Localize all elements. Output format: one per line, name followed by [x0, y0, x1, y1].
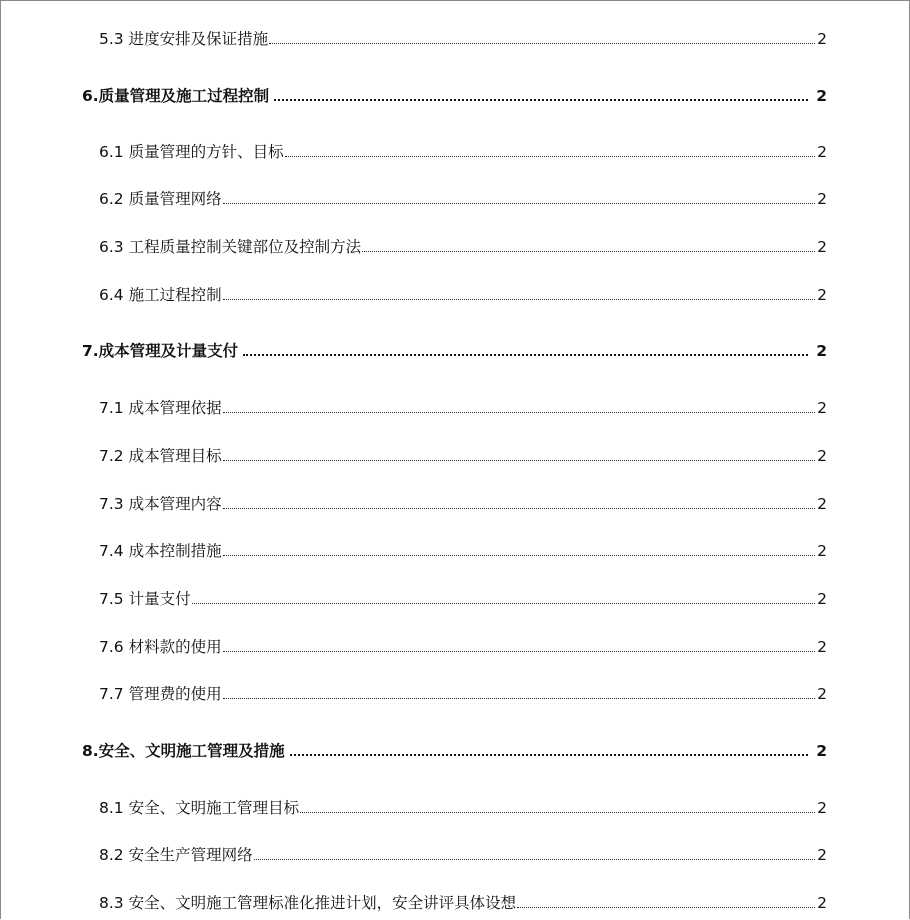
- toc-entry-7-3[interactable]: [99, 490, 827, 514]
- toc-heading-title: 7.成本管理及计量支付: [82, 342, 239, 360]
- toc-page-number: 2: [817, 495, 827, 513]
- toc-page-number: 2: [816, 742, 827, 760]
- toc-entry-7-6[interactable]: [99, 633, 827, 657]
- toc-page-number: 2: [817, 399, 827, 417]
- dot-leader: [192, 603, 816, 604]
- toc-entry-8-2[interactable]: [99, 841, 827, 865]
- dot-leader: [243, 354, 808, 356]
- toc-entry-title: 7.2 成本管理目标: [99, 447, 222, 465]
- toc-entry-title: 8.1 安全、文明施工管理目标: [99, 799, 300, 817]
- toc-heading-title: 6.质量管理及施工过程控制: [82, 87, 270, 105]
- toc-entry-6-4[interactable]: [99, 281, 827, 305]
- dot-leader: [223, 460, 816, 461]
- dot-leader: [300, 812, 815, 813]
- toc-entry-title: 5.3 进度安排及保证措施: [99, 30, 269, 48]
- toc-entry-title: 6.4 施工过程控制: [99, 286, 222, 304]
- toc-page-number: 2: [817, 143, 827, 161]
- dot-leader: [254, 859, 816, 860]
- toc-entry-title: 7.1 成本管理依据: [99, 399, 222, 417]
- toc-entry-title: 6.1 质量管理的方针、目标: [99, 143, 284, 161]
- toc-entry-title: 7.5 计量支付: [99, 590, 191, 608]
- toc-page-number: 2: [817, 30, 827, 48]
- toc-entry-title: 8.2 安全生产管理网络: [99, 846, 253, 864]
- toc-entry-7-5[interactable]: [99, 585, 827, 609]
- toc-entry-7-7[interactable]: [99, 680, 827, 704]
- dot-leader: [290, 754, 809, 756]
- dot-leader: [362, 251, 815, 252]
- toc-entry-title: 8.3 安全、文明施工管理标准化推进计划，安全讲评具体设想: [99, 894, 517, 912]
- toc-page-number: 2: [817, 286, 827, 304]
- toc-entry-7-2[interactable]: [99, 442, 827, 466]
- toc-page-number: 2: [817, 799, 827, 817]
- toc-page-number: 2: [817, 638, 827, 656]
- dot-leader: [285, 156, 816, 157]
- dot-leader: [223, 651, 816, 652]
- dot-leader: [223, 698, 816, 699]
- toc-entry-6-1[interactable]: [99, 138, 827, 162]
- toc-entry-title: 7.4 成本控制措施: [99, 542, 222, 560]
- toc-page-number: 2: [817, 894, 827, 912]
- toc-heading-6[interactable]: [82, 82, 827, 106]
- dot-leader: [223, 203, 816, 204]
- toc-entry-6-3[interactable]: [99, 233, 827, 257]
- toc-entry-title: 7.3 成本管理内容: [99, 495, 222, 513]
- toc-heading-8[interactable]: [82, 737, 827, 761]
- dot-leader: [274, 99, 808, 101]
- toc-entry-6-2[interactable]: [99, 185, 827, 209]
- toc-page-number: 2: [817, 685, 827, 703]
- toc-entry-title: 7.6 材料款的使用: [99, 638, 222, 656]
- toc-page-number: 2: [816, 87, 827, 105]
- toc-entry-8-1[interactable]: [99, 794, 827, 818]
- toc-page-number: 2: [817, 590, 827, 608]
- dot-leader: [223, 555, 816, 556]
- toc-entry-7-4[interactable]: [99, 537, 827, 561]
- toc-page-number: 2: [817, 846, 827, 864]
- toc-page-number: 2: [817, 190, 827, 208]
- dot-leader: [517, 907, 815, 908]
- dot-leader: [223, 412, 816, 413]
- toc-entry-7-1[interactable]: [99, 394, 827, 418]
- dot-leader: [223, 299, 816, 300]
- dot-leader: [269, 43, 815, 44]
- toc-page-number: 2: [817, 447, 827, 465]
- toc-entry-title: 6.2 质量管理网络: [99, 190, 222, 208]
- toc-page-number: 2: [816, 342, 827, 360]
- toc-heading-7[interactable]: [82, 337, 827, 361]
- toc-page-number: 2: [817, 238, 827, 256]
- dot-leader: [223, 508, 816, 509]
- toc-page-number: 2: [817, 542, 827, 560]
- toc-heading-title: 8.安全、文明施工管理及措施: [82, 742, 285, 760]
- toc-entry-5-3[interactable]: [99, 25, 827, 49]
- toc-entry-title: 7.7 管理费的使用: [99, 685, 222, 703]
- toc-entry-8-3[interactable]: [99, 889, 827, 913]
- toc-entry-title: 6.3 工程质量控制关键部位及控制方法: [99, 238, 362, 256]
